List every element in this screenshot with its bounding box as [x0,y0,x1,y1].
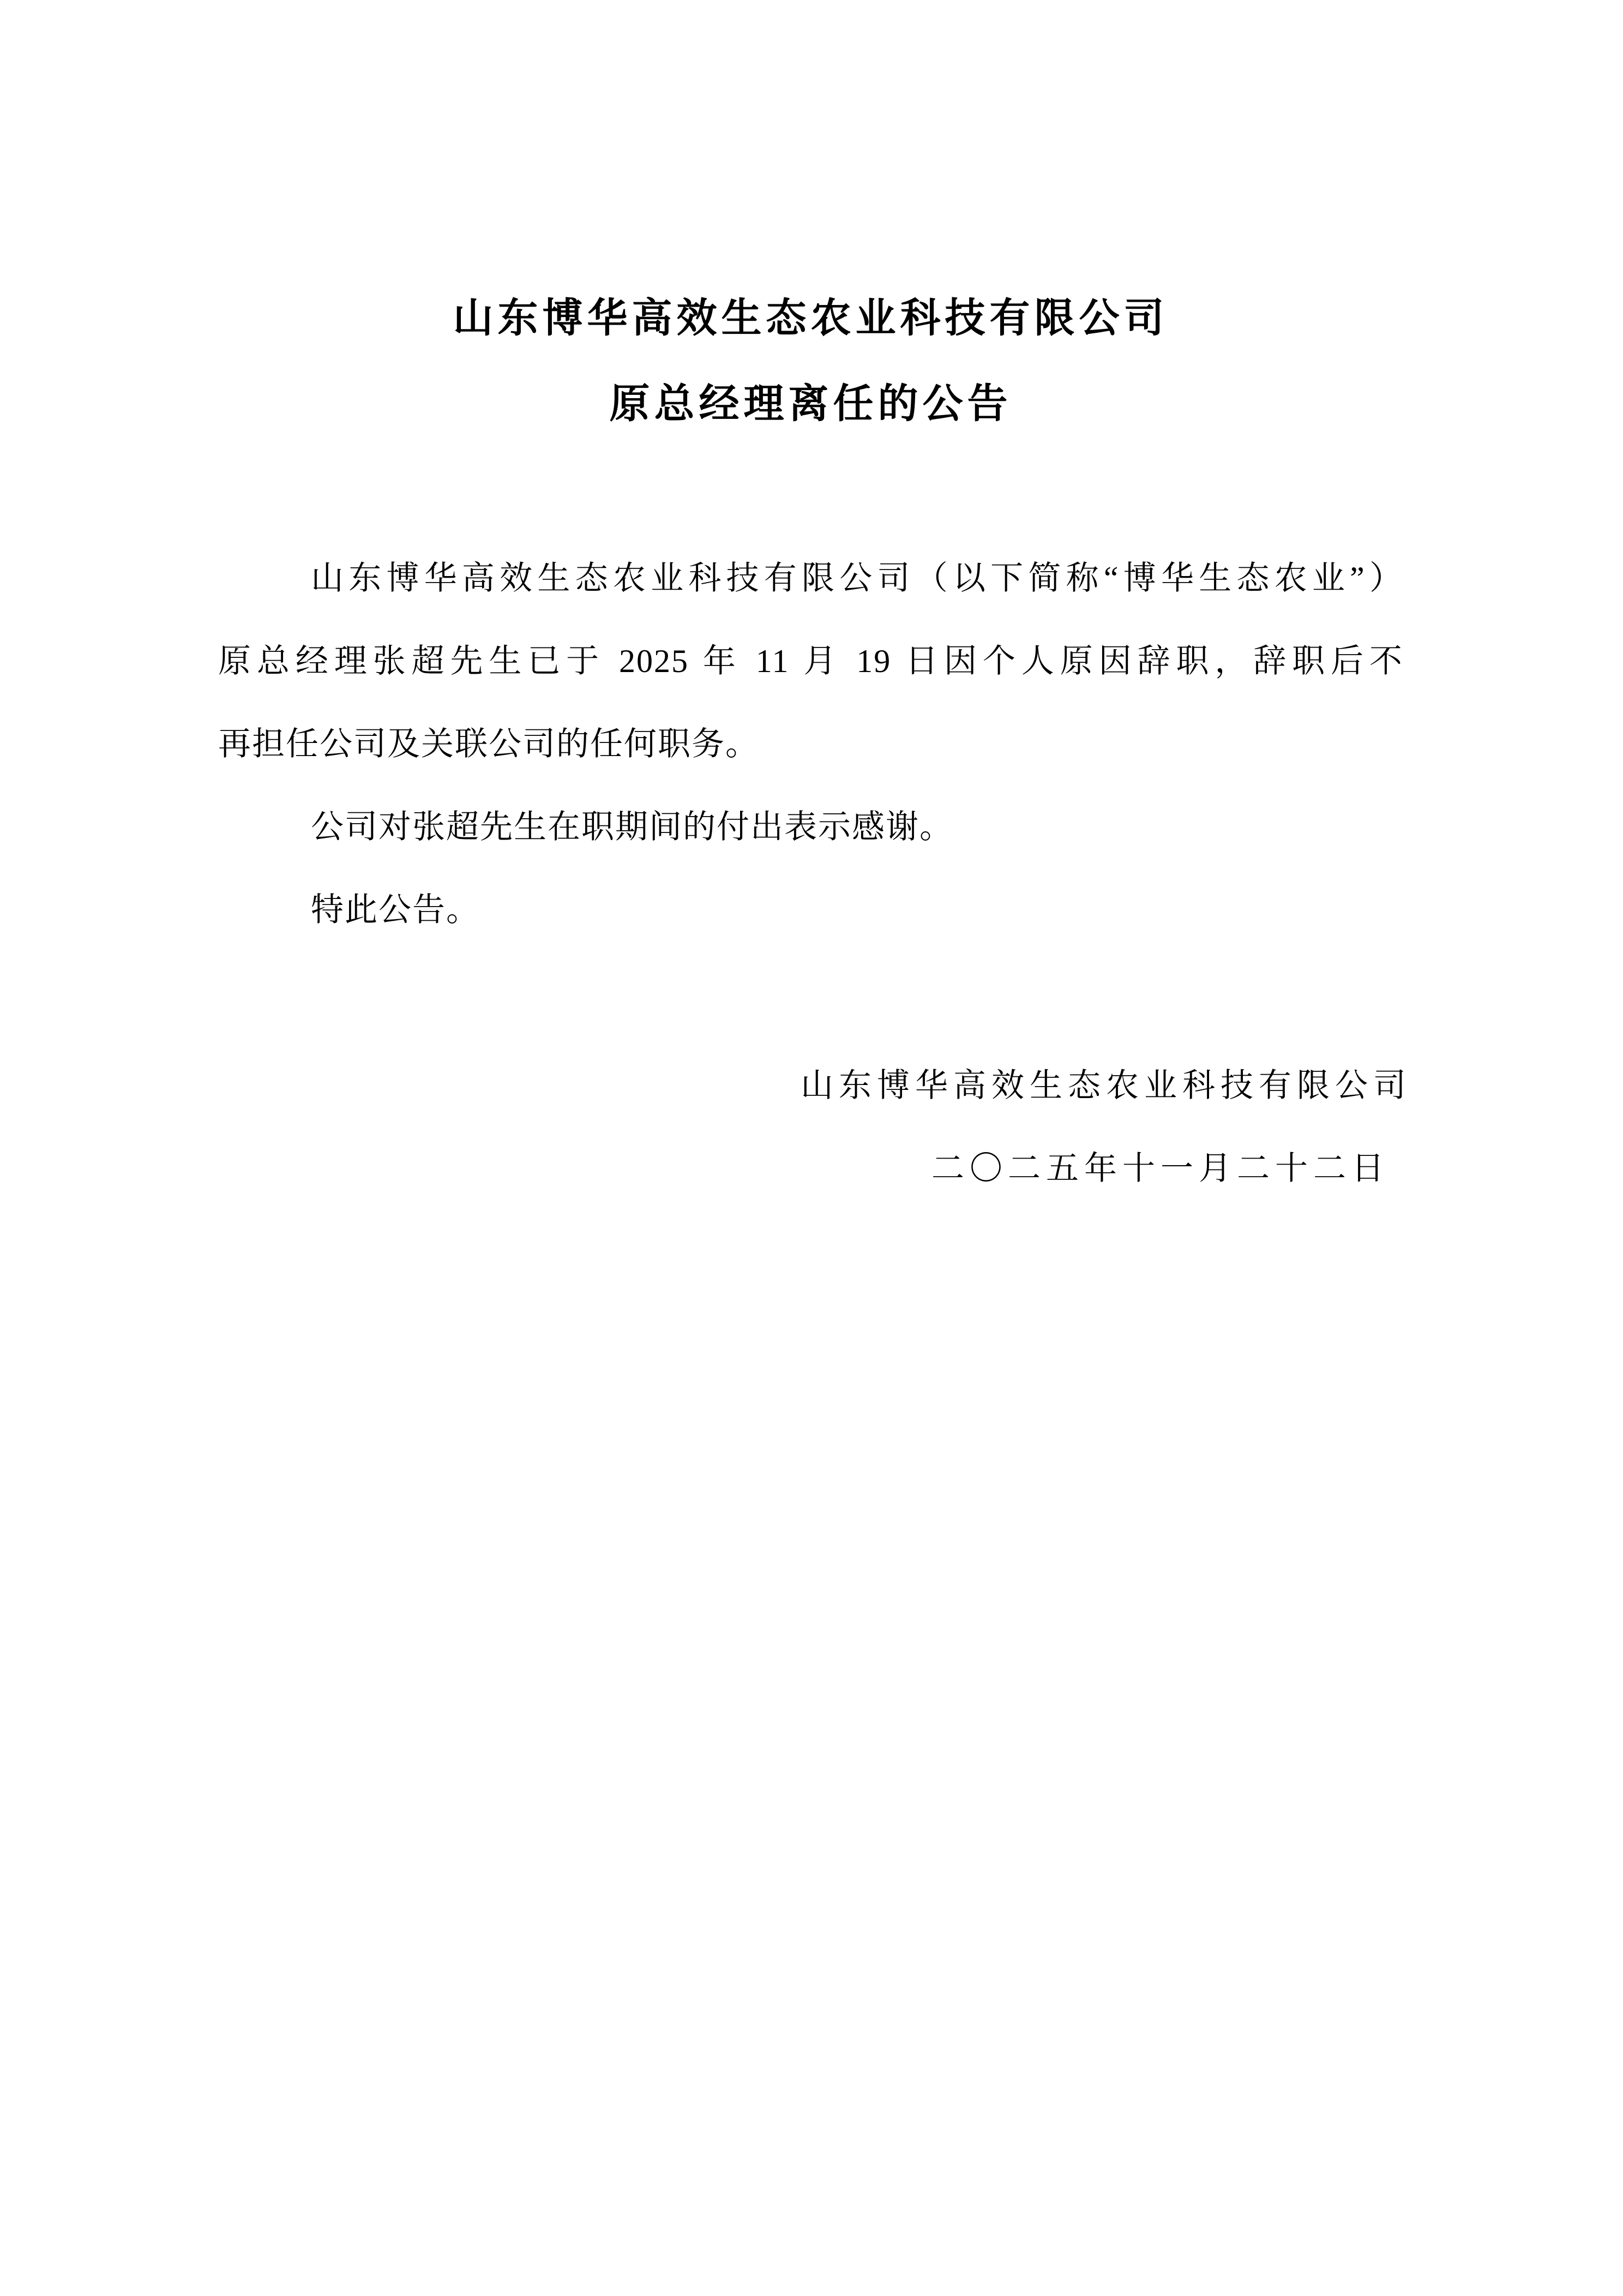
signature-date: 二〇二五年十一月二十二日 [931,1150,1390,1186]
signature-company-name: 山东博华高效生态农业科技有限公司 [801,1068,1411,1104]
paragraph-1-line-1: 山东博华高效生态农业科技有限公司（以下简称“博华生态农业”） [311,560,1403,596]
paragraph-2-gratitude: 公司对张超先生在职期间的付出表示感谢。 [311,809,953,845]
paragraph-3-closing: 特此公告。 [311,892,480,928]
paragraph-1-line-2: 原总经理张超先生已于 2025 年 11 月 19 日因个人原因辞职，辞职后不 [218,643,1403,679]
signature-block [218,1044,1411,1210]
document-title-announcement-subject: 原总经理离任的公告 [609,382,1012,427]
paragraph-1-line-3: 再担任公司及关联公司的任何职务。 [218,726,759,762]
document-body [218,537,1403,951]
document-title-company-name: 山东博华高效生态农业科技有限公司 [453,296,1169,341]
